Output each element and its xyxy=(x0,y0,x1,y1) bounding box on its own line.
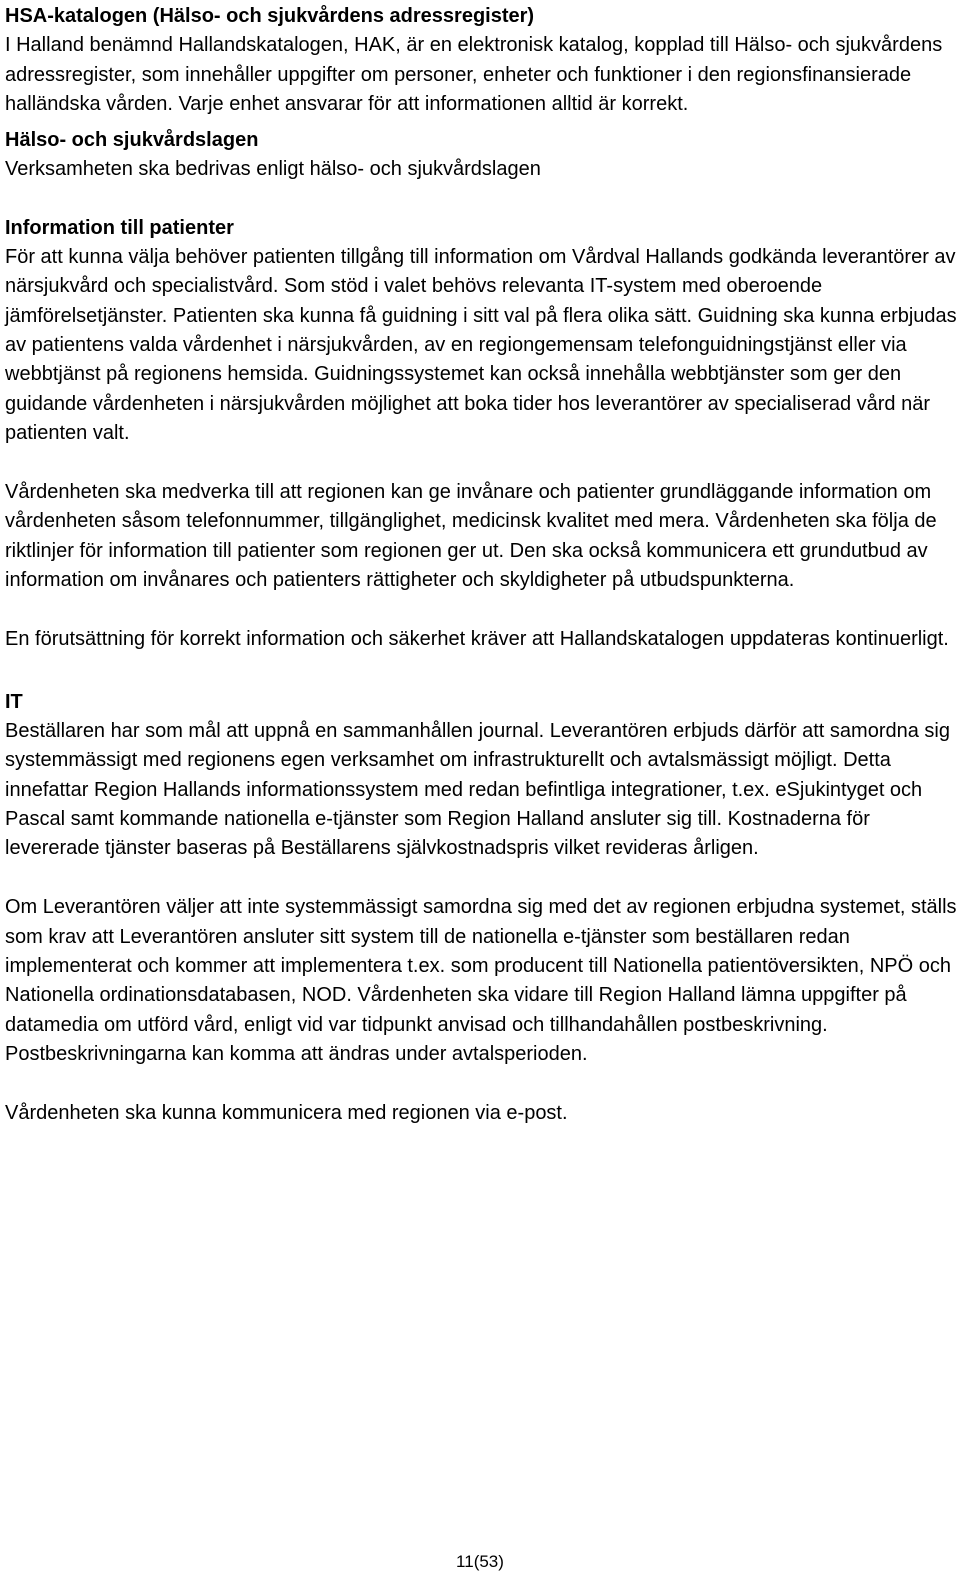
page-number: 11(53) xyxy=(456,1552,504,1571)
paragraph: Vårdenheten ska medverka till att regionen kan ge invånare och patienter grundläggande information om vårdenheten såsom telefonnummer, tillgänglighet, medicinsk kvalitet med mera. Vårdenheten ska följa de riktlinjer för information till patienter som regionen ger ut. Den ska också kommunicera ett grundutbud av information om invånares och patienters rättigheter och skyldigheter på utbudspunkterna. xyxy=(5,481,937,592)
paragraph: Beställaren har som mål att uppnå en sammanhållen journal. Leverantören erbjuds därför att samordna sig systemmässigt med regionens egen verksamhet om infrastrukturellt och avtalsmässigt möjligt. Detta innefattar Region Hallands informationssystem med redan befintliga integrationer, t.ex. eSjukintyget och Pascal samt kommande nationella e-tjänster som Region Halland ansluter sig till. Kostnaderna för levererade tjänster baseras på Beställarens självkostnadspris vilket revideras årligen. xyxy=(5,719,950,860)
paragraph: Vårdenheten ska kunna kommunicera med regionen via e-post. xyxy=(5,1102,568,1125)
section-heading: IT xyxy=(5,690,23,713)
paragraph: I Halland benämnd Hallandskatalogen, HAK, är en elektronisk katalog, kopplad till Hälso- och sjukvårdens adressregister, som innehåller uppgifter om personer, enheter och funktioner i den regionsfinansierade halländska vården. Varje enhet ansvarar för att informationen alltid är korrekt. xyxy=(5,34,943,115)
section-heading: HSA-katalogen (Hälso- och sjukvårdens adressregister) xyxy=(5,5,535,27)
paragraph: Verksamheten ska bedrivas enligt hälso- och sjukvårdslagen xyxy=(5,158,541,181)
section-heading: Hälso- och sjukvårdslagen xyxy=(5,129,259,152)
paragraph: En förutsättning för korrekt information och säkerhet kräver att Hallandskatalogen uppdateras kontinuerligt. xyxy=(5,628,949,651)
paragraph: Om Leverantören väljer att inte systemmässigt samordna sig med det av regionen erbjudna systemet, ställs som krav att Leverantören ansluter sitt system till de nationella e-tjänster som beställaren redan implementerat och kommer att implementera t.ex. som producent till Nationella patientöversikten, NPÖ och Nationella ordinationsdatabasen, NOD. Vårdenheten ska vidare till Region Halland lämna uppgifter på datamedia om utförd vård, enligt vid var tidpunkt anvisad och tillhandahållen postbeskrivning. Postbeskrivningarna kan komma att ändras under avtalsperioden. xyxy=(5,896,957,1065)
section-it xyxy=(5,688,957,1129)
section-hsa-katalogen xyxy=(5,2,957,119)
section-information-till-patienter xyxy=(5,214,957,655)
document-page xyxy=(5,2,957,1129)
paragraph: För att kunna välja behöver patienten tillgång till information om Vårdval Hallands godkända leverantörer av närsjukvård och specialistvård. Som stöd i valet behövs relevanta IT-system med oberoende jämförelsetjänster. Patienten ska kunna få guidning i sitt val på flera olika sätt. Guidning ska kunna erbjudas av patientens valda vårdenhet i närsjukvården, av en regiongemensam telefonguidningstjänst eller via webbtjänst på regionens hemsida. Guidningssystemet kan också innehålla webbtjänster som ger den guidande vårdenheten i närsjukvården möjlighet att boka tider hos leverantörer av specialiserad vård när patienten valt. xyxy=(5,246,957,444)
section-halso-och-sjukvardslagen xyxy=(5,126,957,185)
section-heading: Information till patienter xyxy=(5,216,234,239)
